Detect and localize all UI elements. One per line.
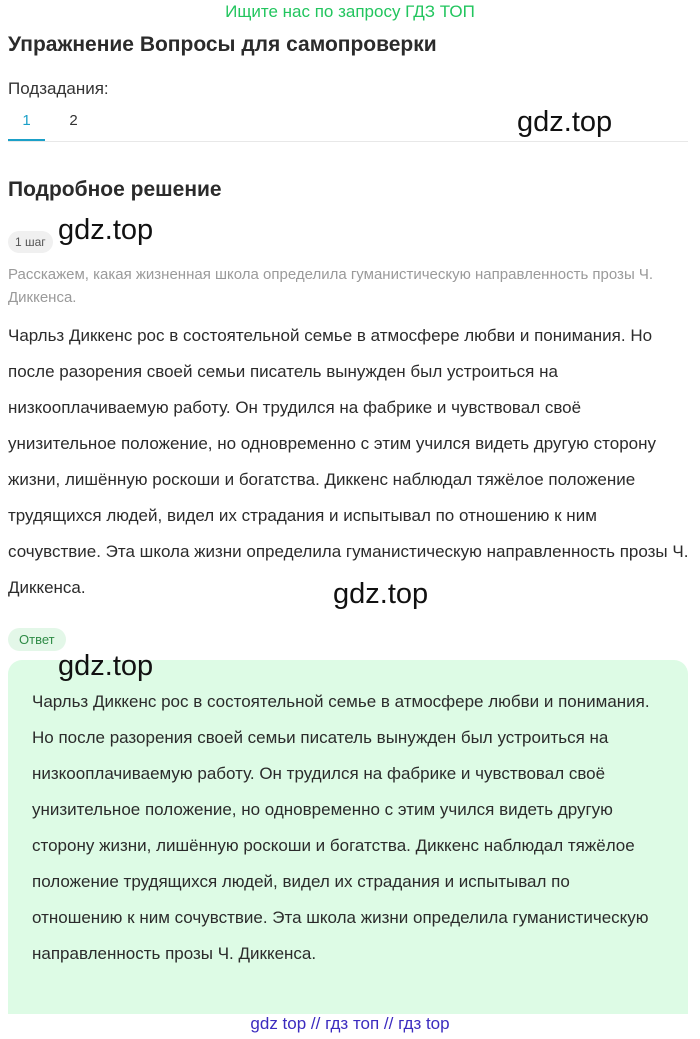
tab-subtask-1[interactable]: 1 [8,108,45,141]
footer-links[interactable]: gdz top // гдз топ // гдз top [250,1014,450,1033]
step-hint: Расскажем, какая жизненная школа определила гуманистическую направленность прозы Ч. Диккенса. [8,266,654,306]
promo-banner[interactable]: Ищите нас по запросу ГДЗ ТОП [225,2,475,21]
answer-text: Чарльз Диккенс рос в состоятельной семье в атмосфере любви и понимания. Но после разорения своей семьи писатель вынужден был устроиться на низкооплачиваемую работу. Он трудился на фабрике и чувствовал своё унизительное положение, но одновременно с этим учился видеть другую сторону жизни, лишённую роскоши и богатства. Диккенс наблюдал тяжёлое положение трудящихся людей, видел их страдания и испытывал по отношению к ним сочувствие. Эта школа жизни определила гуманистическую направленность прозы Ч. Диккенса. [32,692,650,963]
watermark: gdz.top [517,106,613,138]
answer-box [8,660,688,1014]
watermark: gdz.top [58,214,154,246]
answer-badge: Ответ [8,628,66,651]
subtasks-label: Подзадания: [8,79,109,98]
tab-subtask-2[interactable]: 2 [69,112,78,129]
page-title: Упражнение Вопросы для самопроверки [8,33,437,56]
step-badge: 1 шаг [8,231,53,253]
watermark: gdz.top [333,578,429,610]
watermark: gdz.top [58,650,154,682]
solution-heading: Подробное решение [8,178,222,201]
solution-text: Чарльз Диккенс рос в состоятельной семье в атмосфере любви и понимания. Но после разорения своей семьи писатель вынужден был устроиться на низкооплачиваемую работу. Он трудился на фабрике и чувствовал своё унизительное положение, но одновременно с этим учился видеть другую сторону жизни, лишённую роскоши и богатства. Диккенс наблюдал тяжёлое положение трудящихся людей, видел их страдания и испытывал по отношению к ним сочувствие. Эта школа жизни определила гуманистическую направленность прозы Ч. Диккенса. [8,326,689,597]
